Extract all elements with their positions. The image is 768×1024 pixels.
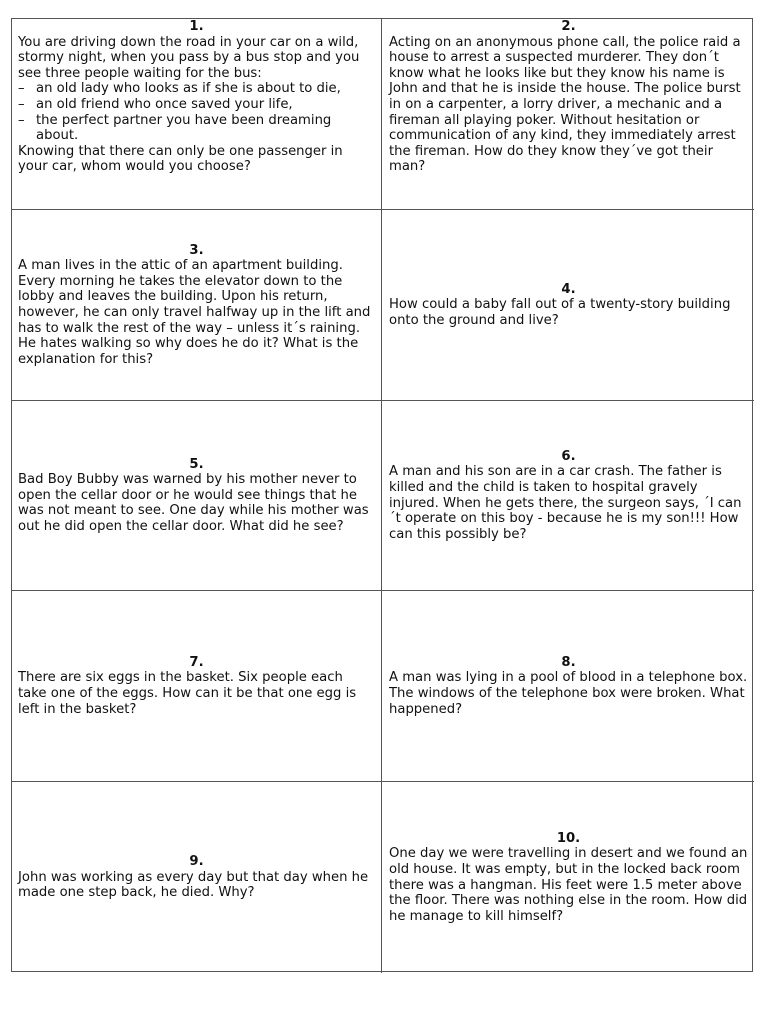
card-text: Acting on an anonymous phone call, the police raid a house to arrest a suspected murderer. They don´t know what he looks like but they know his name is John and that he is inside the house. The police burst in on a carpenter, a lorry driver, a mechanic and a fireman all playing poker. Without hesitation or communication of any kind, they immediately arrest the fireman. How do they know they´ve got their man? (389, 34, 741, 175)
dash-bullet: – (18, 96, 25, 112)
card-1 (12, 19, 382, 210)
dash-bullet: – (18, 81, 25, 97)
card-text: Bad Boy Bubby was warned by his mother never to open the cellar door or he would see things that he was not meant to see. One day while his mother was out he did open the cellar door. What did he see? (18, 472, 369, 534)
card-8 (382, 591, 754, 782)
card-4 (382, 210, 754, 401)
card-number: 10. (556, 830, 581, 846)
list-item-text: an old lady who looks as if she is about to die, (36, 81, 341, 97)
card-6 (382, 401, 754, 591)
list-item (18, 81, 375, 97)
card-number: 1. (189, 19, 204, 34)
card-text: A man was lying in a pool of blood in a telephone box. The windows of the telephone box were broken. What happened? (389, 670, 748, 717)
card-2 (382, 19, 754, 210)
card-9 (12, 782, 382, 973)
card-text: There are six eggs in the basket. Six people each take one of the eggs. How can it be that one egg is left in the basket? (18, 670, 357, 717)
card-text: John was working as every day but that day when he made one step back, he died. Why? (18, 869, 369, 901)
card-number: 5. (189, 456, 204, 472)
card-intro: You are driving down the road in your car on a wild, stormy night, when you pass by a bus stop and you see three people waiting for the bus: (18, 34, 360, 81)
card-number: 7. (189, 654, 204, 670)
card-number: 4. (561, 281, 576, 297)
card-5 (12, 401, 382, 591)
card-question: Knowing that there can only be one passenger in your car, whom would you choose? (18, 143, 343, 175)
card-number: 2. (561, 19, 576, 34)
list-item (18, 113, 375, 144)
dash-bullet: – (18, 112, 25, 128)
card-text: One day we were travelling in desert and we found an old house. It was empty, but in the locked back room there was a hangman. His feet were 1.5 meter above the floor. There was nothing else in the room. How did he manage to kill himself? (389, 846, 748, 924)
card-number: 6. (561, 448, 576, 464)
card-text: A man lives in the attic of an apartment building. Every morning he takes the elevator down to the lobby and leaves the building. Upon his return, however, he can only travel halfway up in the lift and has to walk the rest of the way – unless it´s raining. He hates walking so why does he do it? What is the explanation for this? (18, 258, 371, 367)
card-10 (382, 782, 754, 973)
card-number: 3. (189, 242, 204, 258)
card-number: 8. (561, 654, 576, 670)
card-text: How could a baby fall out of a twenty-story building onto the ground and live? (389, 297, 731, 328)
list-item-text: an old friend who once saved your life, (36, 96, 293, 112)
list-item-text: the perfect partner you have been dreaming about. (36, 112, 332, 144)
card-number: 9. (189, 854, 204, 870)
card-3 (12, 210, 382, 401)
answer-options-list (18, 81, 375, 143)
puzzle-card-grid (11, 18, 753, 972)
card-text: A man and his son are in a car crash. The father is killed and the child is taken to hospital gravely injured. When he gets there, the surgeon says, ´I can´t operate on this boy - because he is my son!!! How can this possibly be? (389, 464, 742, 542)
list-item (18, 97, 375, 113)
card-7 (12, 591, 382, 782)
